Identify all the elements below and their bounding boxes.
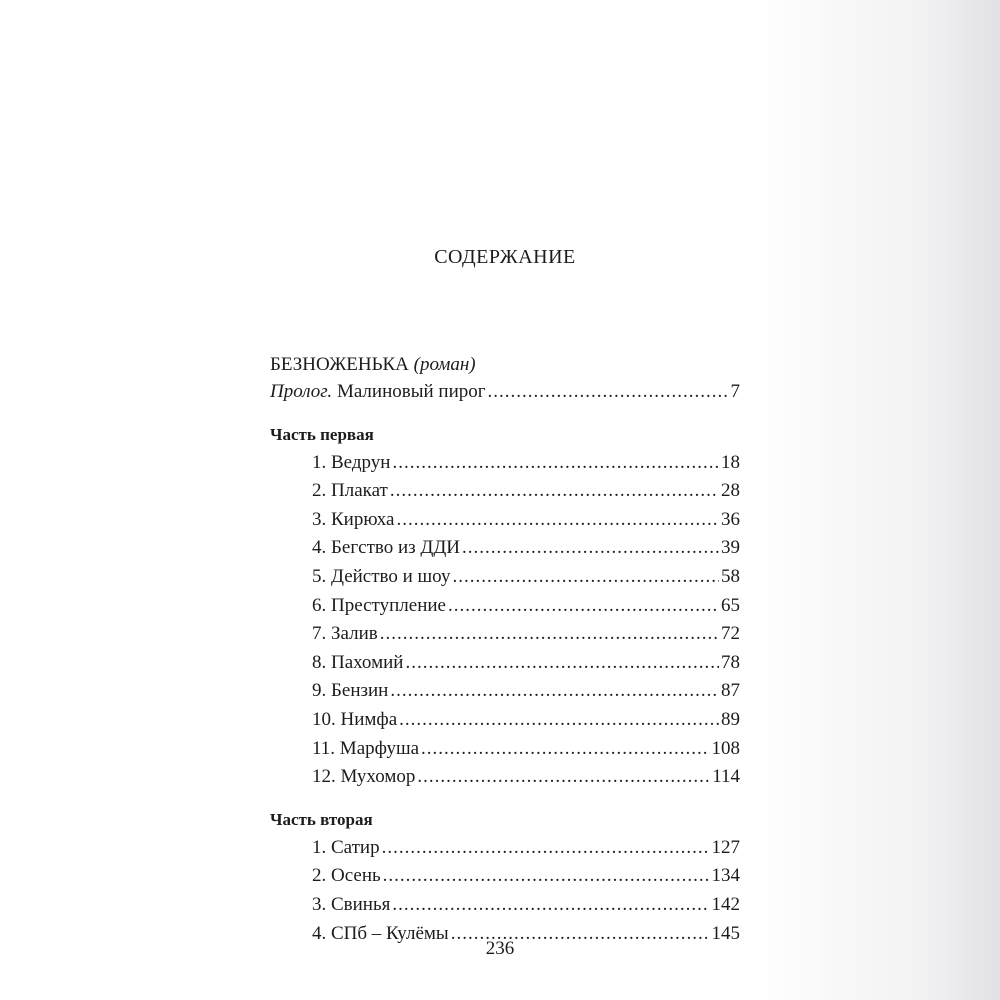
prologue-title: Малиновый пирог [336,381,486,402]
chapter-label: 5. Действо и шоу [312,565,451,587]
toc-entry [270,677,740,706]
prologue-prefix: Пролог. [270,381,333,402]
chapter-page: 72 [721,623,740,645]
dot-leader [380,620,719,649]
book-genre: (роман) [413,354,476,375]
chapter-page: 65 [721,594,740,616]
chapter-label: 9. Бензин [312,680,389,702]
chapter-page: 127 [711,836,740,858]
toc-entry [270,506,740,535]
chapter-page: 28 [721,480,740,502]
chapter-page: 36 [721,508,740,530]
chapter-page: 18 [721,451,740,473]
chapter-label: 3. Свинья [312,893,391,915]
dot-leader [390,477,719,506]
dot-leader [421,735,709,764]
dot-leader [399,706,719,735]
toc-entry [270,862,740,891]
prologue-label [270,378,486,407]
dot-leader [488,378,729,407]
chapter-label: 6. Преступление [312,594,446,616]
chapter-label: 12. Мухомор [312,766,416,788]
page-edge-shadow [750,0,1000,1000]
chapter-label: 2. Плакат [312,480,388,502]
chapter-label: 7. Залив [312,623,378,645]
chapter-page: 89 [721,708,740,730]
chapter-label: 10. Нимфа [312,708,398,730]
dot-leader [462,534,719,563]
toc-entry [270,706,740,735]
chapter-page: 58 [721,565,740,587]
dot-leader [448,592,719,621]
book-title-text: БЕЗНОЖЕНЬКА [270,354,409,375]
chapter-page: 145 [711,922,740,944]
chapter-label: 4. СПб – Кулёмы [312,922,449,944]
part-1-chapters [270,449,740,792]
toc-entry [270,563,740,592]
chapter-page: 142 [711,893,740,915]
dot-leader [405,649,719,678]
toc-heading: СОДЕРЖАНИЕ [434,246,576,268]
chapter-page: 114 [712,766,740,788]
part-1-title: Часть первая [270,424,374,444]
chapter-label: 1. Сатир [312,836,380,858]
chapter-page: 134 [711,865,740,887]
chapter-page: 39 [721,537,740,559]
table-of-contents [270,242,740,948]
toc-entry [270,477,740,506]
dot-leader [392,449,719,478]
dot-leader [417,763,710,792]
chapter-label: 11. Марфуша [312,737,420,759]
dot-leader [383,862,710,891]
toc-entry-prologue [270,378,740,407]
book-title [270,352,740,378]
chapter-label: 8. Пахомий [312,651,404,673]
chapter-page: 108 [711,737,740,759]
toc-entry [270,735,740,764]
page-number: 236 [485,938,515,959]
chapter-label: 2. Осень [312,865,381,887]
chapter-label: 4. Бегство из ДДИ [312,537,461,559]
chapter-label: 1. Ведрун [312,451,391,473]
dot-leader [392,891,709,920]
toc-entry [270,891,740,920]
toc-entry [270,534,740,563]
toc-entry [270,649,740,678]
dot-leader [382,834,710,863]
part-2-chapters [270,834,740,948]
chapter-page: 78 [721,651,740,673]
prologue-page: 7 [730,381,740,402]
dot-leader [390,677,719,706]
dot-leader [452,563,719,592]
toc-entry [270,620,740,649]
chapter-page: 87 [721,680,740,702]
chapter-label: 3. Кирюха [312,508,395,530]
toc-entry [270,592,740,621]
toc-entry [270,449,740,478]
dot-leader [396,506,719,535]
toc-entry [270,834,740,863]
toc-entry [270,763,740,792]
part-2-title: Часть вторая [270,809,373,829]
